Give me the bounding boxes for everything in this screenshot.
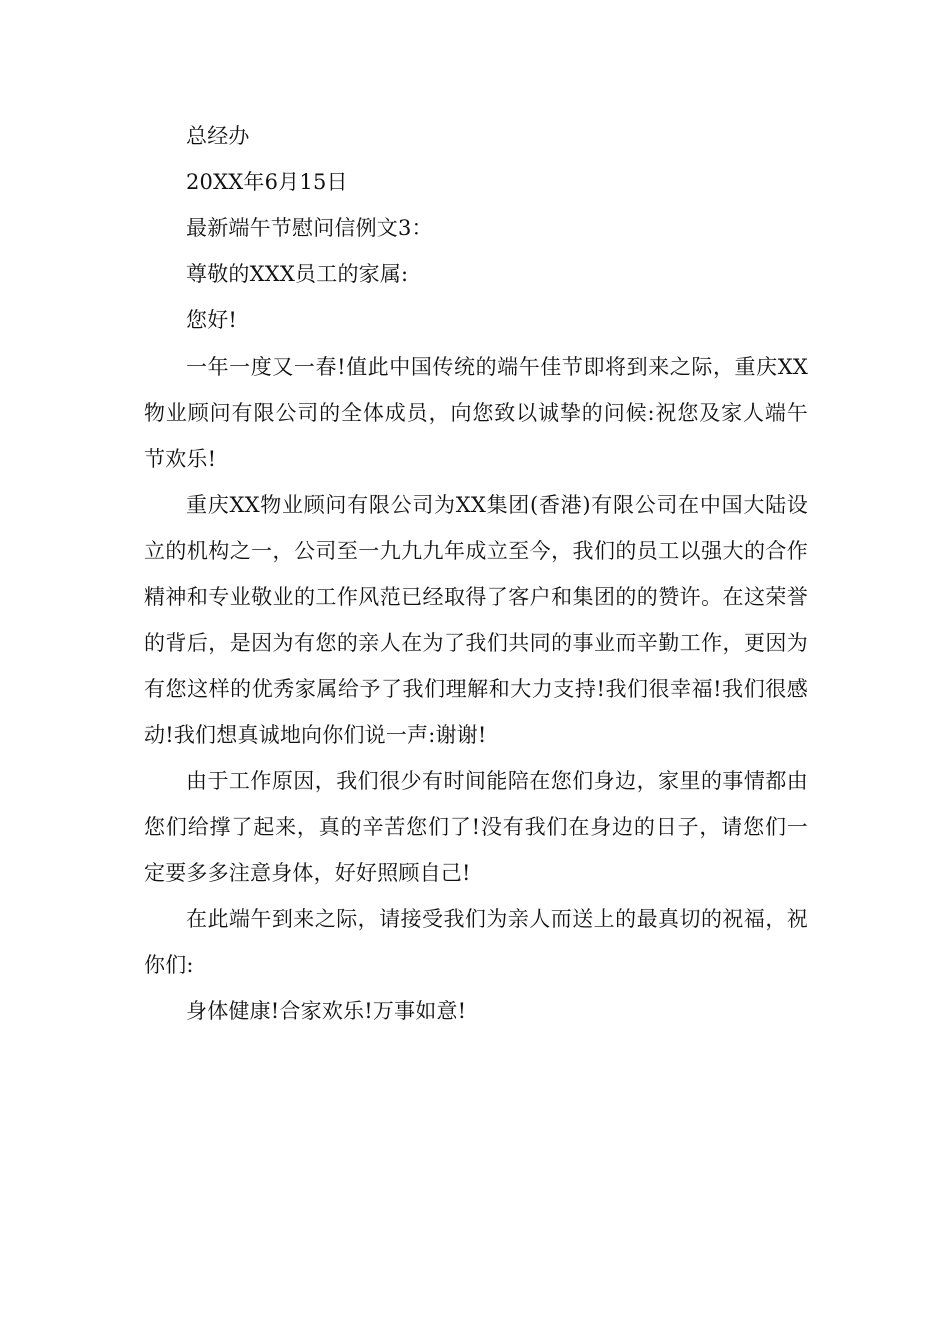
paragraph-4: 在此端午到来之际，请接受我们为亲人而送上的最真切的祝福，祝你们: — [144, 907, 808, 977]
greeting: 您好! — [186, 308, 238, 332]
closing-wish: 身体健康!合家欢乐!万事如意! — [186, 999, 467, 1023]
document-body — [144, 113, 808, 1034]
paragraph-3: 由于工作原因，我们很少有时间能陪在您们身边，家里的事情都由您们给撑了起来，真的辛苦您们了!没有我们在身边的日子，请您们一定要多多注意身体，好好照顾自己! — [144, 769, 808, 885]
example-title: 最新端午节慰问信例文3： — [186, 216, 433, 240]
date-line: 20XX年6月15日 — [186, 170, 348, 194]
sender-line: 总经办 — [186, 124, 250, 148]
paragraph-1: 一年一度又一春!值此中国传统的端午佳节即将到来之际，重庆XX物业顾问有限公司的全体成员，向您致以诚挚的问候:祝您及家人端午节欢乐! — [144, 355, 808, 471]
paragraph-2: 重庆XX物业顾问有限公司为XX集团(香港)有限公司在中国大陆设立的机构之一，公司至一九九九年成立至今，我们的员工以强大的合作精神和专业敬业的工作风范已经取得了客户和集团的的赞许。在这荣誉的背后，是因为有您的亲人在为了我们共同的事业而辛勤工作，更因为有您这样的优秀家属给予了我们理解和大力支持!我们很幸福!我们很感动!我们想真诚地向你们说一声:谢谢! — [144, 493, 808, 747]
salutation: 尊敬的XXX员工的家属: — [186, 262, 409, 286]
